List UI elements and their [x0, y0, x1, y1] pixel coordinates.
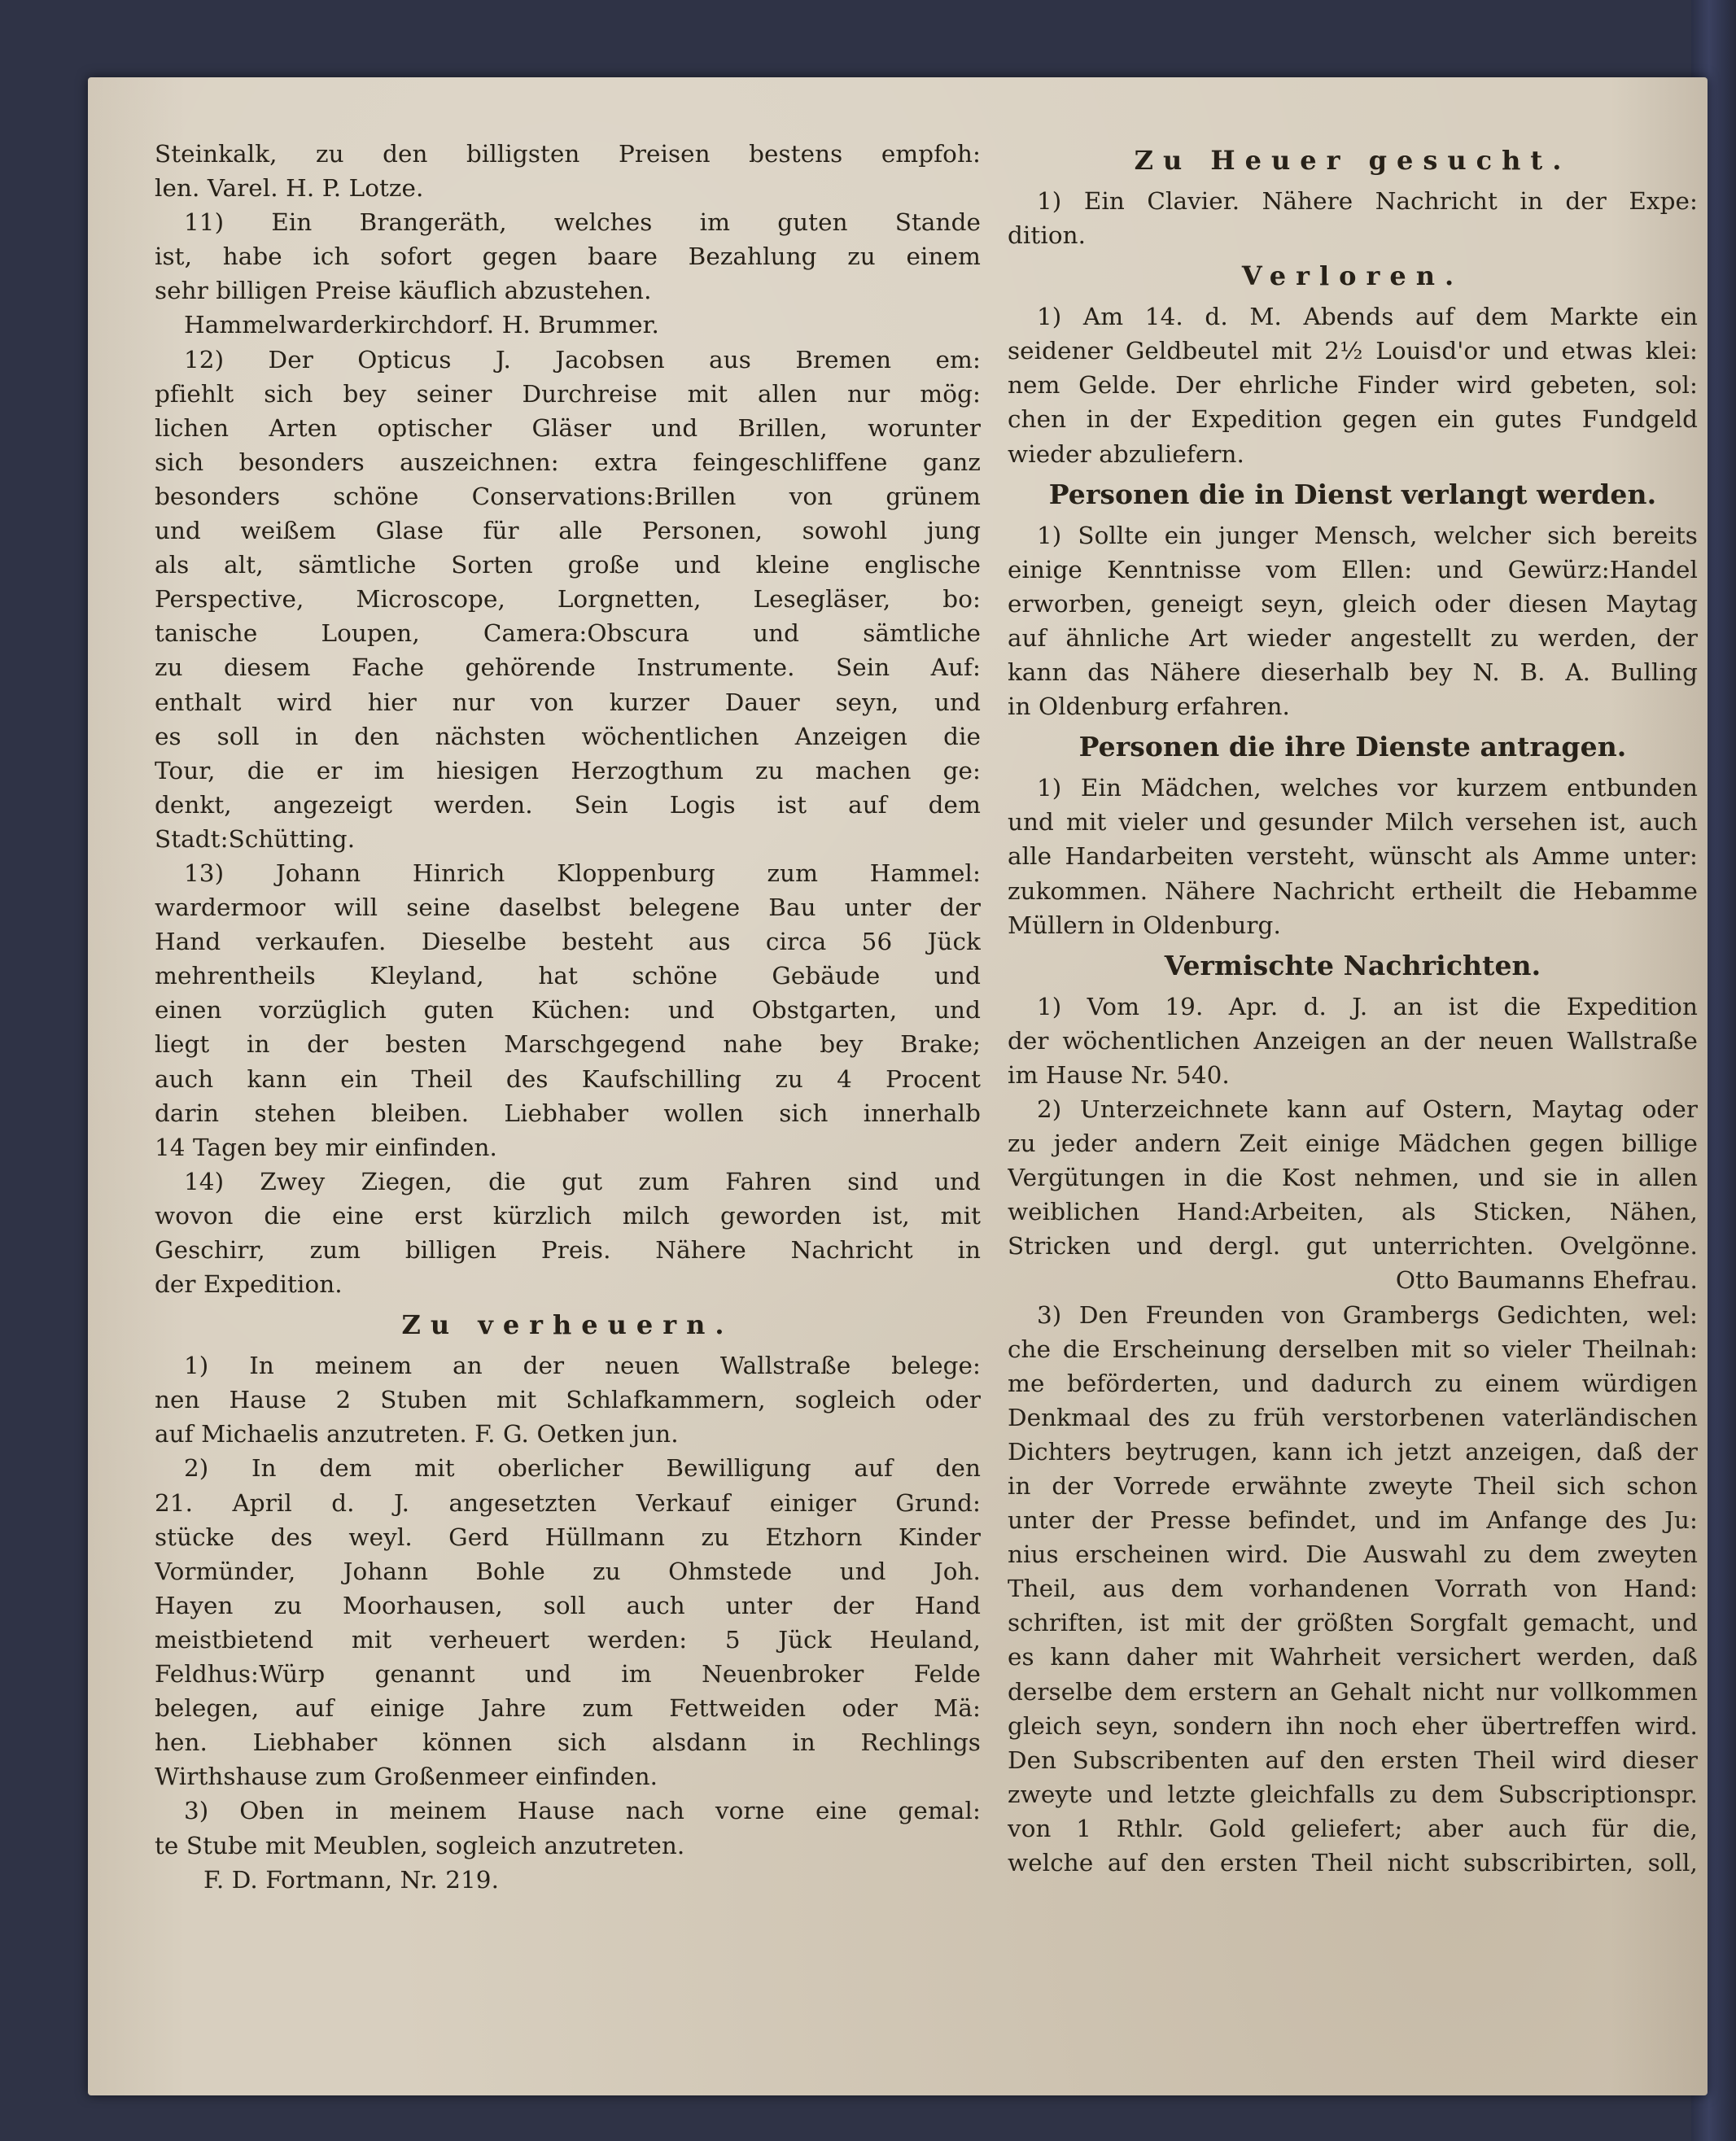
- text-line: 2) Unterzeichnete kann auf Ostern, Maytag oder: [1037, 1095, 1698, 1123]
- section-heading: Personen die in Dienst verlangt werden.: [1048, 478, 1657, 510]
- text-line: der wöchentlichen Anzeigen an der neuen Wallstraße: [1008, 1026, 1698, 1055]
- text-line: auf ähnliche Art wieder angestellt zu werden, der: [1008, 623, 1698, 652]
- text-line: wieder abzuliefern.: [1008, 439, 1244, 468]
- text-line: weiblichen Hand:Arbeiten, als Sticken, Nähen,: [1008, 1198, 1698, 1226]
- text-line: tanische Loupen, Camera:Obscura und sämtliche: [155, 619, 981, 648]
- text-line: Geschirr, zum billigen Preis. Nähere Nachricht in: [155, 1236, 981, 1264]
- text-line: ist, habe ich sofort gegen baare Bezahlung zu einem: [155, 243, 981, 271]
- text-line: Vormünder, Johann Bohle zu Ohmstede und Joh.: [155, 1557, 981, 1585]
- text-line: stücke des weyl. Gerd Hüllmann zu Etzhorn Kinder: [155, 1523, 981, 1551]
- text-line: 1) Vom 19. Apr. d. J. an ist die Expedition: [1037, 992, 1698, 1020]
- text-line: gleich seyn, sondern ihn noch eher übertreffen wird.: [1008, 1711, 1698, 1740]
- text-line: auf Michaelis anzutreten. F. G. Oetken jun.: [155, 1420, 679, 1448]
- text-line: unter der Presse befindet, und im Anfange des Ju:: [1008, 1506, 1698, 1535]
- text-line: und mit vieler und gesunder Milch versehen ist, auch: [1008, 808, 1698, 837]
- text-line: 1) In meinem an der neuen Wallstraße belege:: [184, 1352, 981, 1380]
- text-line: im Hause Nr. 540.: [1008, 1060, 1230, 1089]
- text-line: in Oldenburg erfahren.: [1008, 693, 1290, 721]
- text-line: welche auf den ersten Theil nicht subscribirten, soll,: [1008, 1849, 1698, 1877]
- text-line: lichen Arten optischer Gläser und Brillen, worunter: [155, 413, 981, 442]
- text-line: Müllern in Oldenburg.: [1008, 911, 1281, 939]
- text-line: von 1 Rthlr. Gold geliefert; aber auch für die,: [1008, 1814, 1698, 1842]
- text-line: schriften, ist mit der größten Sorgfalt gemacht, und: [1008, 1609, 1698, 1637]
- text-line: kann das Nähere dieserhalb bey N. B. A. Bulling: [1008, 658, 1698, 687]
- text-line: me beförderten, und dadurch zu einem würdigen: [1008, 1369, 1698, 1397]
- text-line: Stadt:Schütting.: [155, 824, 356, 853]
- section-heading: Vermischte Nachrichten.: [1164, 949, 1541, 981]
- text-line: Den Subscribenten auf den ersten Theil wird dieser: [1008, 1746, 1698, 1774]
- text-line: einen vorzüglich guten Küchen: und Obstgarten, und: [155, 996, 981, 1025]
- text-line: wovon die eine erst kürzlich milch geworden ist, mit: [155, 1201, 981, 1230]
- text-line: Vergütungen in die Kost nehmen, und sie in allen: [1008, 1164, 1698, 1192]
- text-line: Stricken und dergl. gut unterrichten. Ovelgönne.: [1008, 1232, 1698, 1261]
- text-line: Steinkalk, zu den billigsten Preisen bestens empfoh:: [155, 140, 981, 168]
- text-line: Denkmaal des zu früh verstorbenen vaterländischen: [1008, 1403, 1698, 1431]
- text-line: 1) Ein Clavier. Nähere Nachricht in der Expe:: [1037, 187, 1698, 215]
- text-line: 1) Sollte ein junger Mensch, welcher sich bereits: [1037, 521, 1698, 549]
- text-line: denkt, angezeigt werden. Sein Logis ist auf dem: [155, 790, 981, 819]
- text-line: zu diesem Fache gehörende Instrumente. Sein Auf:: [155, 653, 981, 682]
- text-line: erworben, geneigt seyn, gleich oder diesen Maytag: [1008, 589, 1698, 618]
- text-line: len. Varel. H. P. Lotze.: [155, 174, 424, 203]
- text-line: der Expedition.: [155, 1270, 343, 1299]
- text-line: Theil, aus dem vorhandenen Vorrath von Hand:: [1008, 1575, 1698, 1603]
- section-heading: Personen die ihre Dienste antragen.: [1078, 731, 1627, 763]
- text-line: 14 Tagen bey mir einfinden.: [155, 1133, 497, 1161]
- text-line: 13) Johann Hinrich Kloppenburg zum Hammel:: [184, 859, 981, 887]
- text-line: als alt, sämtliche Sorten große und kleine englische: [155, 551, 981, 579]
- text-line: dition.: [1008, 221, 1087, 250]
- text-line: 3) Oben in meinem Hause nach vorne eine gemal:: [184, 1797, 981, 1825]
- text-line: nem Gelde. Der ehrliche Finder wird gebeten, sol:: [1008, 371, 1698, 400]
- text-line: Hammelwarderkirchdorf. H. Brummer.: [184, 311, 659, 339]
- text-line: besonders schöne Conservations:Brillen von grünem: [155, 482, 981, 510]
- text-line: und weißem Glase für alle Personen, sowohl jung: [155, 517, 981, 545]
- text-line: F. D. Fortmann, Nr. 219.: [203, 1865, 500, 1894]
- text-line: seidener Geldbeutel mit 2½ Louisd'or und etwas klei:: [1008, 337, 1698, 365]
- text-line: zu jeder andern Zeit einige Mädchen gegen billige: [1008, 1129, 1698, 1158]
- text-line: es kann daher mit Wahrheit versichert werden, daß: [1008, 1643, 1698, 1671]
- section-heading: Zu Heuer gesucht.: [1134, 145, 1572, 176]
- text-line: 14) Zwey Ziegen, die gut zum Fahren sind und: [184, 1167, 981, 1195]
- text-line: Otto Baumanns Ehefrau.: [1395, 1266, 1698, 1295]
- text-line: 12) Der Opticus J. Jacobsen aus Bremen em:: [184, 345, 981, 374]
- text-line: zukommen. Nähere Nachricht ertheilt die Hebamme: [1008, 876, 1698, 905]
- text-line: 3) Den Freunden von Grambergs Gedichten, wel:: [1037, 1300, 1698, 1329]
- text-line: enthalt wird hier nur von kurzer Dauer seyn, und: [155, 688, 981, 716]
- text-line: 2) In dem mit oberlicher Bewilligung auf den: [184, 1454, 981, 1483]
- text-line: sich besonders auszeichnen: extra feingeschliffene ganz: [155, 448, 981, 476]
- text-line: che die Erscheinung derselben mit so vieler Theilnah:: [1008, 1335, 1698, 1363]
- text-line: Dichters beytrugen, kann ich jetzt anzeigen, daß der: [1008, 1437, 1698, 1466]
- text-line: meistbietend mit verheuert werden: 5 Jück Heuland,: [155, 1625, 981, 1654]
- text-line: derselbe dem erstern an Gehalt nicht nur vollkommen: [1008, 1677, 1698, 1706]
- text-line: in der Vorrede erwähnte zweyte Theil sich schon: [1008, 1472, 1698, 1500]
- text-line: Wirthshause zum Großenmeer einfinden.: [155, 1763, 658, 1791]
- text-line: Perspective, Microscope, Lorgnetten, Lesegläser, bo:: [155, 585, 981, 614]
- text-line: nen Hause 2 Stuben mit Schlafkammern, sogleich oder: [155, 1386, 981, 1414]
- text-line: einige Kenntnisse vom Ellen: und Gewürz:Handel: [1008, 555, 1698, 583]
- text-line: 11) Ein Brangeräth, welches im guten Stande: [184, 208, 981, 237]
- right-column: [1008, 137, 1698, 1880]
- text-line: hen. Liebhaber können sich alsdann in Rechlings: [155, 1728, 981, 1757]
- left-column: [155, 137, 981, 1897]
- text-line: auch kann ein Theil des Kaufschilling zu 4 Procent: [155, 1064, 981, 1093]
- text-line: es soll in den nächsten wöchentlichen Anzeigen die: [155, 722, 981, 750]
- text-line: alle Handarbeiten versteht, wünscht als Amme unter:: [1008, 842, 1698, 871]
- text-line: nius erscheinen wird. Die Auswahl zu dem zweyten: [1008, 1540, 1698, 1569]
- text-line: sehr billigen Preise käuflich abzustehen.: [155, 277, 652, 305]
- text-line: Hand verkaufen. Dieselbe besteht aus circa 56 Jück: [155, 928, 981, 956]
- text-line: belegen, auf einige Jahre zum Fettweiden oder Mä:: [155, 1694, 981, 1723]
- text-line: liegt in der besten Marschgegend nahe bey Brake;: [155, 1030, 981, 1059]
- text-line: 21. April d. J. angesetzten Verkauf einiger Grund:: [155, 1488, 981, 1517]
- text-line: darin stehen bleiben. Liebhaber wollen sich innerhalb: [155, 1099, 981, 1127]
- text-line: 1) Am 14. d. M. Abends auf dem Markte ein: [1037, 303, 1698, 331]
- text-line: 1) Ein Mädchen, welches vor kurzem entbunden: [1037, 774, 1698, 802]
- text-line: mehrentheils Kleyland, hat schöne Gebäude und: [155, 962, 981, 990]
- text-line: wardermoor will seine daselbst belegene Bau unter der: [155, 894, 981, 922]
- text-line: Hayen zu Moorhausen, soll auch unter der Hand: [155, 1591, 981, 1619]
- section-heading: Zu verheuern.: [401, 1309, 734, 1341]
- text-line: Feldhus:Würp genannt und im Neuenbroker Felde: [155, 1660, 981, 1689]
- text-line: chen in der Expedition gegen ein gutes Fundgeld: [1008, 405, 1698, 434]
- text-line: Tour, die er im hiesigen Herzogthum zu machen ge:: [155, 756, 981, 784]
- section-heading: Verloren.: [1241, 260, 1464, 292]
- text-line: zweyte und letzte gleichfalls zu dem Subscriptionspr.: [1008, 1780, 1698, 1808]
- text-line: pfiehlt sich bey seiner Durchreise mit allen nur mög:: [155, 379, 981, 408]
- text-line: te Stube mit Meublen, sogleich anzutreten.: [155, 1831, 685, 1859]
